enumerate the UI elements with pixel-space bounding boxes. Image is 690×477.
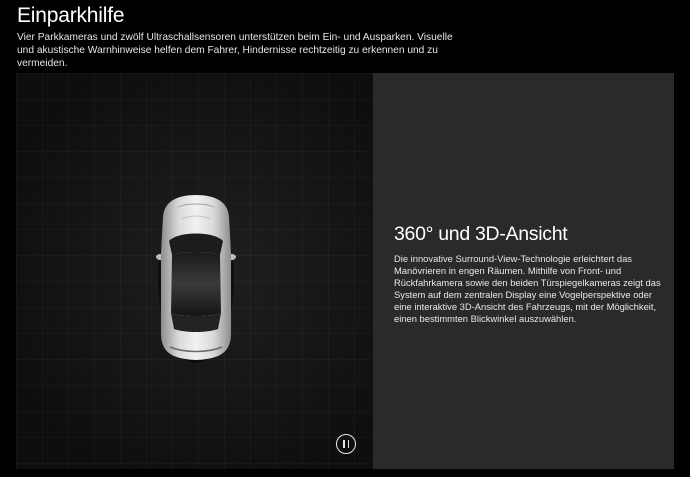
car-top-view-image [156,193,236,363]
section-intro: Vier Parkkameras und zwölf Ultraschallsensoren unterstützen beim Ein- und Ausparken. Visuelle und akustische Warnhinweise helfen dem Fahrer, Hindernisse rechtzeitig zu erkennen und zu vermeiden. [17,32,453,69]
feature-description: Die innovative Surround-View-Technologie erleichtert das Manövrieren in engen Räumen. Mithilfe von Front- und Rückfahrkamera sowie den beiden Türspiegelkameras zeigt das System auf dem zentralen Display eine Vogelperspektive oder eine interaktive 3D-Ansicht des Fahrzeugs, mit der Möglichkeit, einen bestimmten Blickwinkel auszuwählen. [394,253,661,324]
pause-button[interactable] [336,434,356,454]
parking-camera-visual [16,73,373,469]
pause-icon-bar [348,440,350,448]
feature-panel [373,73,674,469]
feature-title: 360° und 3D-Ansicht [394,223,568,245]
section-title: Einparkhilfe [17,4,125,27]
pause-icon [343,440,345,448]
